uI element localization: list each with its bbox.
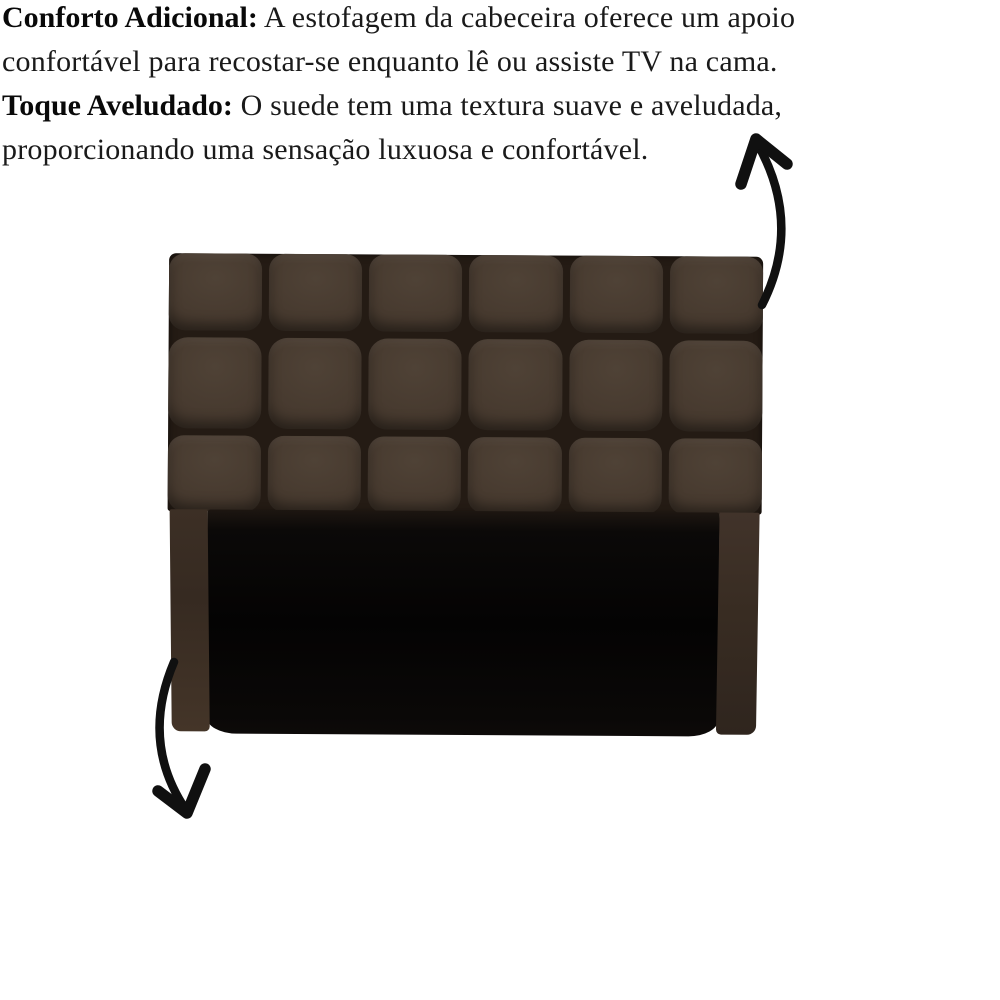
description-lead: Conforto Adicional: (2, 1, 258, 34)
headboard-right-leg (716, 513, 760, 735)
description-text: O suede tem uma textura suave e aveludada, (232, 89, 783, 122)
headboard-base-shadow (206, 509, 719, 736)
headboard-cushion (269, 254, 363, 332)
description-line (2, 84, 795, 128)
headboard-cushion (368, 338, 462, 430)
headboard-cushion (469, 339, 563, 431)
headboard-cushion (669, 340, 763, 432)
description-text: A estofagem da cabeceira oferece um apoio (257, 1, 796, 34)
headboard-cushion (668, 438, 762, 515)
headboard-cushion (169, 253, 263, 331)
headboard-left-leg (170, 509, 210, 731)
description-lead: Toque Aveludado: (2, 89, 233, 122)
top-description-block (2, 0, 795, 172)
headboard-cushion (569, 256, 663, 334)
description-text: confortável para recostar-se enquanto lê ou assiste TV na cama. (2, 45, 778, 78)
headboard-cushion (168, 435, 262, 512)
description-line (2, 40, 795, 84)
headboard-tufted-panel (168, 253, 764, 515)
headboard-cushion (469, 255, 563, 333)
description-line (2, 128, 795, 172)
headboard-cushion (268, 338, 362, 430)
headboard-cushion (568, 438, 662, 515)
headboard-cushion (670, 256, 764, 334)
headboard-cushion (268, 436, 362, 513)
headboard-cushion (369, 254, 463, 332)
headboard-cushion (569, 340, 663, 432)
headboard-product-photo (166, 253, 763, 739)
description-line (2, 0, 795, 40)
headboard-cushion (368, 436, 462, 513)
headboard-cushion (168, 337, 262, 429)
headboard-cushion (468, 437, 562, 514)
description-text: proporcionando uma sensação luxuosa e confortável. (2, 133, 649, 166)
